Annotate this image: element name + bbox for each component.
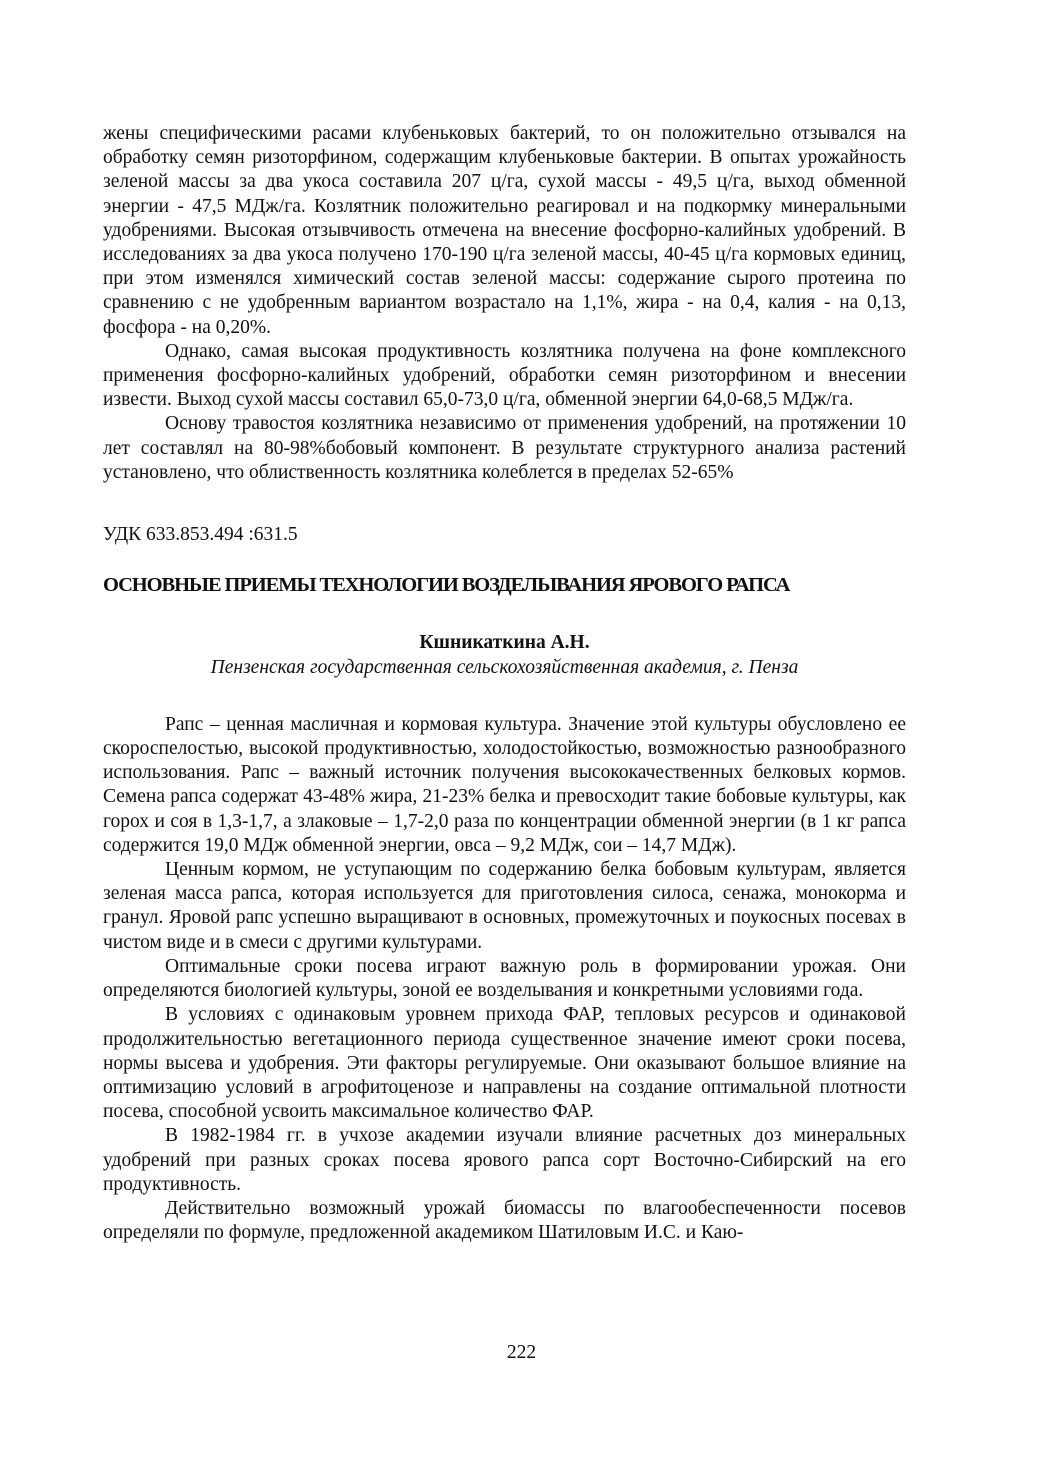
continuation-paragraph: Однако, самая высокая продуктивность козлятника получена на фоне комплексного применения фосфорно-калийных удобрений, обработки семян ризоторфином и внесении извести. Выход сухой массы составил 65,0-73,0 ц/га, обменной энергии 64,0-68,5 МДж/га. (103, 340, 906, 411)
body-paragraph: Оптимальные сроки посева играют важную роль в формировании урожая. Они определяются биологией культуры, зоной ее возделывания и конкретными условиями года. (103, 955, 906, 1002)
udk-code: УДК 633.853.494 :631.5 (103, 524, 298, 546)
continuation-paragraph: жены специфическими расами клубеньковых бактерий, то он положительно отзывался на обработку семян ризоторфином, содержащим клубеньковые бактерии. В опытах урожайность зеленой массы за два укоса составила 207 ц/га, сухой массы - 49,5 ц/га, выход обменной энергии - 47,5 МДж/га. Козлятник положительно реагировал и на подкормку минеральными удобрениями. Высокая отзывчивость отмечена на внесение фосфорно-калийных удобрений. В исследованиях за два укоса получено 170-190 ц/га зеленой массы, 40-45 ц/га кормовых единиц, при этом изменялся химический состав зеленой массы: содержание сырого протеина по сравнению с не удобренным вариантом возрастало на 1,1%, жира - на 0,4, калия - на 0,13, фосфора - на 0,20%. (103, 123, 906, 338)
body-paragraph: Рапс – ценная масличная и кормовая культура. Значение этой культуры обусловлено ее скороспелостью, высокой продуктивностью, холодостойкостью, возможностью разнообразного использования. Рапс – важный источник получения высококачественных белковых кормов. Семена рапса содержат 43-48% жира, 21-23% белка и превосходит такие бобовые культуры, как горох и соя в 1,3-1,7, а злаковые – 1,7-2,0 раза по концентрации обменной энергии (в 1 кг рапса содержится 19,0 МДж обменной энергии, овса – 9,2 МДж, сои – 14,7 МДж). (103, 713, 906, 856)
body-paragraph: В условиях с одинаковым уровнем прихода ФАР, тепловых ресурсов и одинаковой продолжительностью вегетационного периода существенное значение имеют сроки посева, нормы высева и удобрения. Эти факторы регулируемые. Они оказывают большое влияние на оптимизацию условий в агрофитоценозе и направлены на создание оптимальной плотности посева, способной усвоить максимальное количество ФАР. (103, 1004, 906, 1123)
page-content (103, 122, 906, 1245)
page-number: 222 (506, 1342, 537, 1363)
article-title: ОСНОВНЫЕ ПРИЕМЫ ТЕХНОЛОГИИ ВОЗДЕЛЫВАНИЯ ЯРОВОГО РАПСА (103, 574, 790, 597)
article-author: Кшникаткина А.Н. (419, 632, 590, 654)
article-body (103, 713, 906, 1245)
body-paragraph: В 1982-1984 гг. в учхозе академии изучали влияние расчетных доз минеральных удобрений при разных сроках посева ярового рапса сорт Восточно-Сибирский на его продуктивность. (103, 1125, 906, 1195)
author-affiliation: Пензенская государственная сельскохозяйственная академия, г. Пенза (210, 656, 799, 678)
body-paragraph: Ценным кормом, не уступающим по содержанию белка бобовым культурам, является зеленая масса рапса, которая используется для приготовления силоса, сенажа, монокорма и гранул. Яровой рапс успешно выращивают в основных, промежуточных и поукосных посевах в чистом виде и в смеси с другими культурами. (103, 859, 906, 953)
continuation-paragraph: Основу травостоя козлятника независимо от применения удобрений, на протяжении 10 лет составлял на 80-98%бобовый компонент. В результате структурного анализа растений установлено, что облиственность козлятника колеблется в пределах 52-65% (103, 413, 906, 483)
body-paragraph: Действительно возможный урожай биомассы по влагообеспеченности посевов определяли по формуле, предложенной академиком Шатиловым И.С. и Каю- (103, 1197, 906, 1244)
